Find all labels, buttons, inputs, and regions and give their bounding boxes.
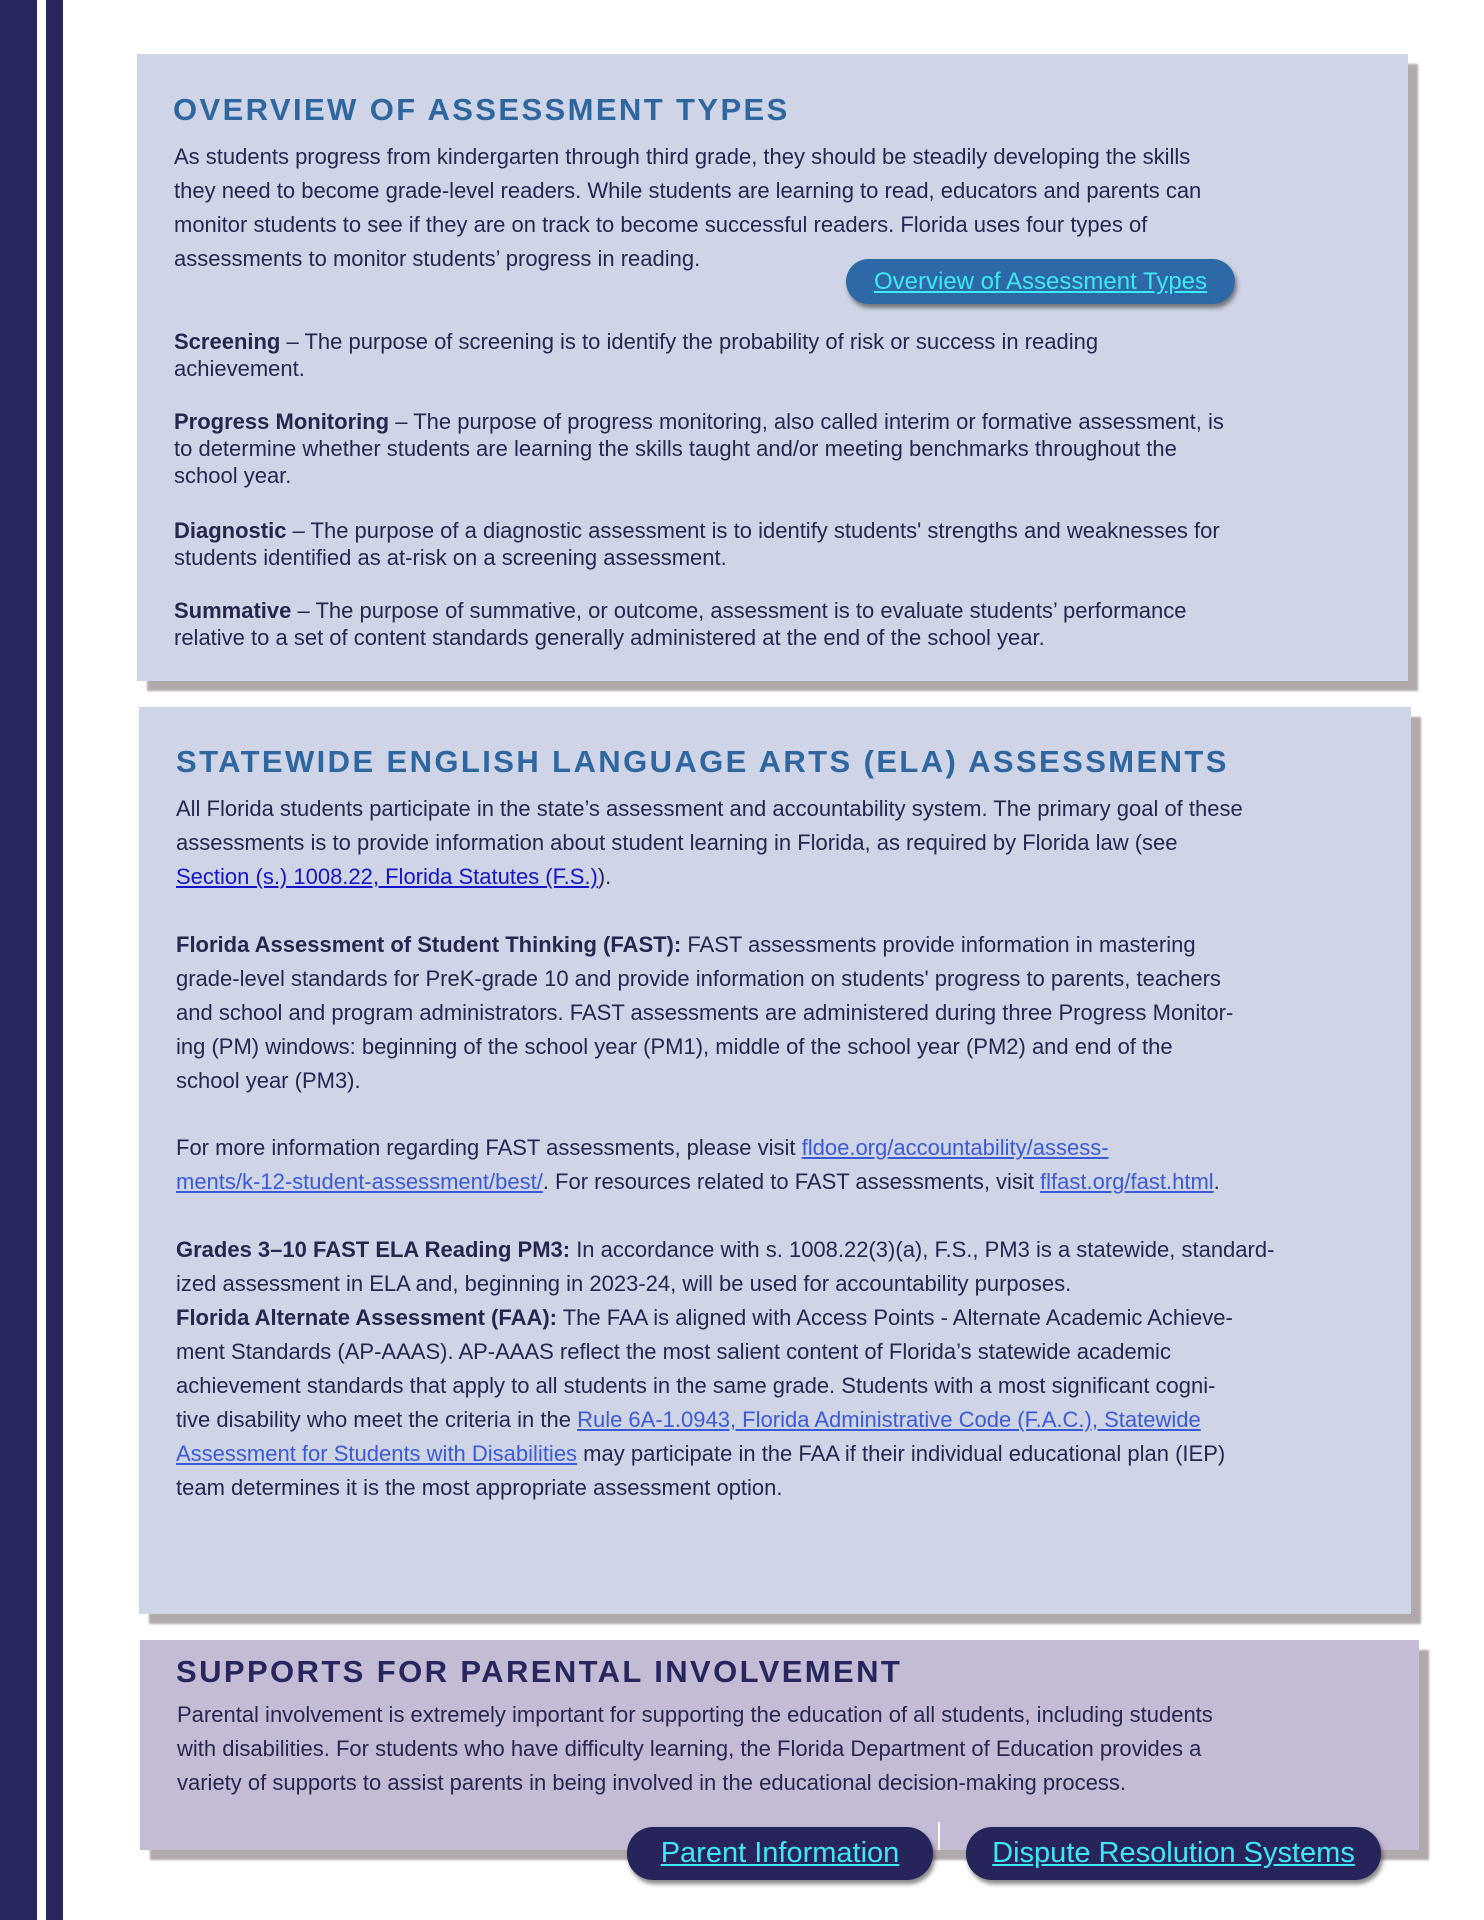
- rule-6a-link-cont[interactable]: Assessment for Students with Disabilities: [176, 1441, 578, 1466]
- parental-heading: SUPPORTS FOR PARENTAL INVOLVEMENT: [176, 1654, 903, 1689]
- rule-6a-link[interactable]: Rule 6A-1.0943, Florida Administrative Code (F.A.C.), Statewide: [577, 1407, 1201, 1432]
- definition-screening: Screening – The purpose of screening is to identify the probability of risk or success in reading achievement.: [174, 329, 1099, 381]
- definition-summative: Summative – The purpose of summative, or outcome, assessment is to evaluate students’ performance relative to a set of content standards generally administered at the end of the school year.: [174, 598, 1187, 650]
- grades-pm3-paragraph: Grades 3–10 FAST ELA Reading PM3: In accordance with s. 1008.22(3)(a), F.S., PM3 is a statewide, standard- ized assessment in ELA and, beginning in 2023-24, will be used for accountability purposes.: [176, 1237, 1275, 1296]
- faa-paragraph: Florida Alternate Assessment (FAA): The FAA is aligned with Access Points - Alternate Academic Achieve- ment Standards (AP-AAAS). AP-AAAS reflect the most salient content of Florida’s statewide academic achievement standards that apply to all students in the same grade. Students with a most significant cogni- tive disability who meet the criteria in the Rule 6A-1.0943, Florida Administrative Code (F.A.C.), Statewide Assessment for Students with Disabilities may participate in the FAA if their individual educational plan (IEP) team determines it is the most appropriate assessment option.: [176, 1305, 1233, 1500]
- florida-statutes-link[interactable]: Section (s.) 1008.22, Florida Statutes (F.S.): [176, 864, 598, 889]
- statewide-intro: All Florida students participate in the state’s assessment and accountability system. The primary goal of these assessments is to provide information about student learning in Florida, as required by Florida law (see Section (s.) 1008.22, Florida Statutes (F.S.)).: [176, 796, 1243, 889]
- statewide-heading: STATEWIDE ENGLISH LANGUAGE ARTS (ELA) ASSESSMENTS: [176, 744, 1229, 779]
- left-decorative-bar-thin: [46, 0, 63, 1920]
- overview-of-assessment-types-button[interactable]: Overview of Assessment Types: [846, 259, 1235, 304]
- definition-diagnostic: Diagnostic – The purpose of a diagnostic assessment is to identify students' strengths and weaknesses for students identified as at-risk on a screening assessment.: [174, 518, 1220, 570]
- definition-progress-monitoring: Progress Monitoring – The purpose of progress monitoring, also called interim or formative assessment, is to determine whether students are learning the skills taught and/or meeting benchmarks throughout the school year.: [174, 409, 1224, 488]
- overview-panel: [137, 54, 1408, 681]
- parent-information-button[interactable]: Parent Information: [627, 1827, 933, 1880]
- flfast-link[interactable]: flfast.org/fast.html: [1040, 1169, 1214, 1194]
- button-divider: [938, 1822, 940, 1850]
- left-decorative-bar: [0, 0, 37, 1920]
- more-info-paragraph: For more information regarding FAST assessments, please visit fldoe.org/accountability/assess- ments/k-12-student-assessment/best/. For resources related to FAST assessments, visit flfast.org/fast.html.: [176, 1135, 1220, 1194]
- overview-intro: As students progress from kindergarten through third grade, they should be steadily developing the skills they need to become grade-level readers. While students are learning to read, educators and parents can monitor students to see if they are on track to become successful readers. Florida uses four types of assessments to monitor students’ progress in reading.: [174, 144, 1202, 271]
- parental-paragraph: Parental involvement is extremely important for supporting the education of all students, including students with disabilities. For students who have difficulty learning, the Florida Department of Education provides a variety of supports to assist parents in being involved in the educational decision-making process.: [177, 1702, 1213, 1795]
- fldoe-assessment-link[interactable]: fldoe.org/accountability/assess-: [801, 1135, 1109, 1160]
- fldoe-assessment-link-cont[interactable]: ments/k-12-student-assessment/best/: [176, 1169, 543, 1194]
- overview-heading: OVERVIEW OF ASSESSMENT TYPES: [173, 92, 790, 127]
- dispute-resolution-systems-button[interactable]: Dispute Resolution Systems: [966, 1827, 1381, 1880]
- parental-involvement-panel: [140, 1640, 1419, 1850]
- statewide-ela-panel: [139, 707, 1411, 1614]
- fast-paragraph: Florida Assessment of Student Thinking (FAST): FAST assessments provide information in mastering grade-level standards for PreK-grade 10 and provide information on students' progress to parents, teachers and school and program administrators. FAST assessments are administered during three Progress Monitor- ing (PM) windows: beginning of the school year (PM1), middle of the school year (PM2) and end of the school year (PM3).: [176, 932, 1234, 1093]
